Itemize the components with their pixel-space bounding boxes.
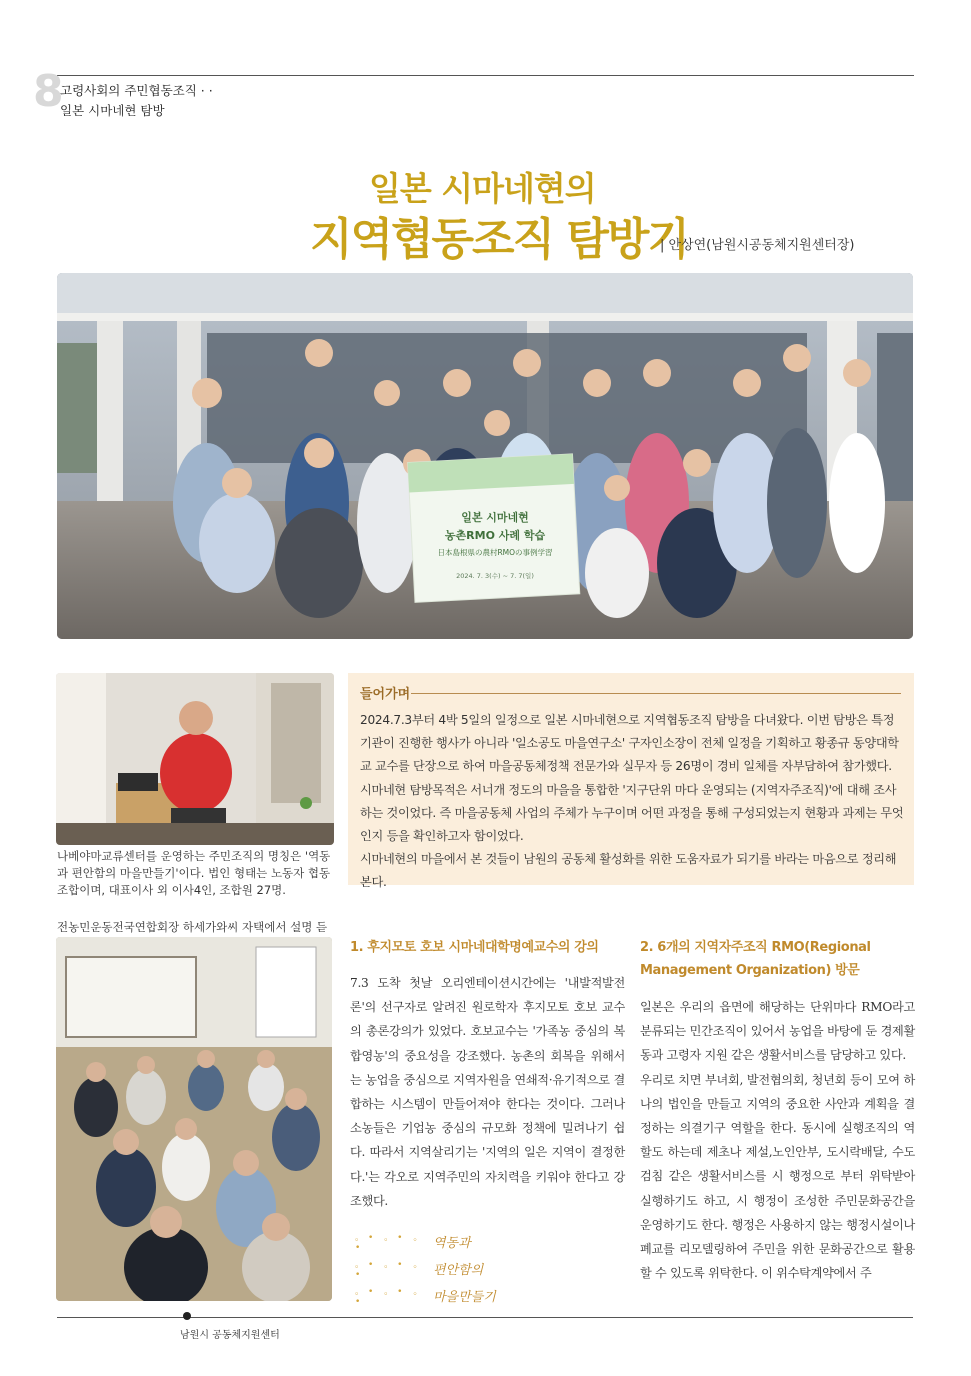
pull-quote-line: 편안함의 [433,1263,484,1278]
intro-heading: 들어가며 [360,687,411,702]
running-head-line1: 고령사회의 주민협동조직 · · [60,83,213,98]
intro-paragraph: 시마네현 탐방목적은 서너개 정도의 마을을 통합한 '지구단위 마다 운영되는 (지역자주조직)'에 대해 조사하는 것이었다. 즉 마을공동체 사업의 주체가 누구이며 어떤 과정을 통해 구성되었는지 현황과 과제는 무엇인지 등을 확인하고자 함이었다. [360,782,904,844]
section1-heading: 1. 후지모토 호보 시마네대학명예교수의 강의 [350,940,599,955]
pull-quote-row [355,1228,605,1255]
meeting-photo-caption: 전농민운동전국연합회장 하세가와씨 자택에서 설명 듣 [57,920,328,934]
pull-quote [355,1228,605,1309]
section1-body [350,971,625,1213]
section2-heading: 2. 6개의 지역자주조직 RMO(Regional Management Organization) 방문 [640,940,871,978]
pull-quote-line: 역동과 [433,1236,471,1251]
title-line1: 일본 시마네현의 [369,169,596,208]
banner-line4: 2024. 7. 3(수) ~ 7. 7(일) [456,572,534,580]
running-head [60,81,213,121]
pull-quote-row [355,1255,605,1282]
intro-body [360,709,905,895]
pull-quote-row [355,1282,605,1309]
banner-line1: 일본 시마네현 [461,511,529,524]
footer-org: 남원시 공동체지원센터 [180,1330,280,1341]
section2-paragraph: 우리로 치면 부녀회, 발전협의회, 청년회 등이 모여 하나의 법인을 만들고 지역의 중요한 사안과 계획을 결정하는 의결기구 역할을 한다. 동시에 실행조직의 역할도 하는데 제초나 제설,노인안부, 도시락배달, 수도검침 같은 생활서비스를 시 행정으로 부터 위탁받아 실행하기도 하고, 시 행정이 조성한 주민문화공간을 운영하기도 한다. 행정은 사용하지 않는 행정시설이나 폐교를 리모델링하여 주민을 위한 문화공간으로 활용할 수 있도록 위탁한다. 이 위수탁계약에서 주 [640,1072,915,1281]
dots-decoration: 。• 。• 。• [355,1233,427,1253]
dots-decoration: 。• 。• 。• [355,1260,427,1280]
banner-line3: 日本島根県の農村RMOの事例学習 [437,548,553,557]
intro-paragraph: 2024.7.3부터 4박 5일의 일정으로 일본 시마네현으로 지역협동조직 탐방을 다녀왔다. 이번 탐방은 특정기관이 진행한 행사가 아니라 '일소공도 마을연구소' 구자인소장이 전체 일정을 기획하고 황종규 동양대학교 교수를 단장으로 하여 마을공동체정책 전문가와 실무자 등 26명이 경비 일체를 자부담하여 참가했다. [360,713,899,774]
top-rule [57,75,914,76]
lecture-photo [56,673,334,845]
section1-paragraph: 7.3 도착 첫날 오리엔테이션시간에는 '내발적발전론'의 선구자로 알려진 원로학자 후지모토 호보 교수의 총론강의가 있었다. 호보교수는 '가족농 중심의 복합영농'의 중요성을 강조했다. 농촌의 회복을 위해서는 농업을 중심으로 지역자원을 연쇄적·유기적으로 결합하는 시스템이 만들어져야 한다는 것이다. 그러나 소농들은 기업농 중심의 규모화 정책에 밀려나기 쉽다. 따라서 지역살리기는 '지역의 일은 지역이 결정한다.'는 각오로 지역주민의 자치력을 키워야 한다고 강조했다. [350,976,625,1208]
section2-body [640,995,915,1285]
group-photo [57,273,913,639]
footer-dot [183,1312,191,1320]
title-line2: 지역협동조직 탐방기 [310,214,688,265]
intro-heading-rule [411,693,901,694]
banner-line2: 농촌RMO 사례 학습 [444,529,546,542]
dots-decoration: 。• 。• 。• [355,1287,427,1307]
lecture-photo-caption: 나베야마교류센터를 운영하는 주민조직의 명칭은 '역동과 편안함의 마을만들기'이다. 법인 형태는 노동자 협동조합이며, 대표이사 외 이사4인, 조합원 27명. [57,849,331,897]
meeting-photo [56,937,332,1301]
section2-paragraph: 일본은 우리의 읍면에 해당하는 단위마다 RMO라고 분류되는 민간조직이 있어서 농업을 바탕에 둔 경제활동과 고령자 지원 같은 생활서비스를 담당하고 있다. [640,1000,915,1063]
intro-paragraph: 시마네현의 마을에서 본 것들이 남원의 공동체 활성화를 위한 도움자료가 되기를 바라는 마음으로 정리해 본다. [360,852,897,890]
byline: | 안상연(남원시공동체지원센터장) [660,238,855,253]
page-number: 8 [33,66,64,117]
running-head-line2: 일본 시마네현 탐방 [60,103,165,118]
pull-quote-line: 마을만들기 [433,1290,496,1305]
intro-box [348,673,914,890]
